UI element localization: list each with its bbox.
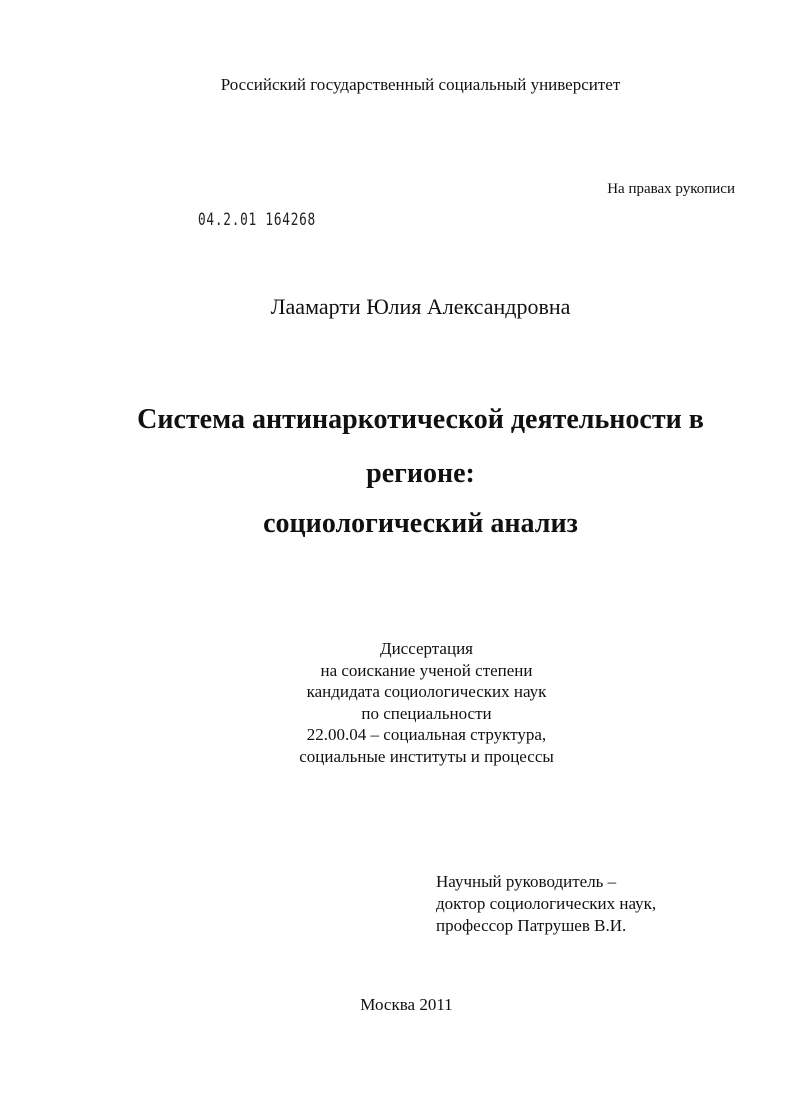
rights-note: На правах рукописи bbox=[607, 181, 735, 197]
author-name: Лаамарти Юлия Александровна bbox=[270, 294, 571, 319]
supervisor-line: Научный руководитель – bbox=[436, 872, 617, 891]
stamp-number: 04.2.01 164268 bbox=[198, 210, 316, 230]
supervisor-info bbox=[436, 871, 656, 937]
supervisor-line: профессор Патрушев В.И. bbox=[436, 916, 627, 935]
title-line-1: Система антинаркотической деятельности в bbox=[137, 404, 704, 435]
dissertation-line: Диссертация bbox=[379, 639, 473, 658]
dissertation-line: кандидата социологических наук bbox=[306, 682, 547, 701]
university-name: Российский государственный социальный университет bbox=[220, 75, 621, 94]
dissertation-line: на соискание ученой степени bbox=[320, 660, 533, 680]
title-line-2: регионе: bbox=[366, 458, 475, 489]
title-line-3: социологический анализ bbox=[263, 508, 578, 539]
dissertation-line: социальные институты и процессы bbox=[299, 746, 554, 766]
dissertation-line: по специальности bbox=[361, 703, 492, 723]
supervisor-line: доктор социологических наук, bbox=[436, 894, 657, 913]
city-year: Москва 2011 bbox=[360, 995, 453, 1014]
dissertation-info bbox=[30, 638, 793, 767]
dissertation-line: 22.00.04 – социальная структура, bbox=[306, 725, 547, 744]
